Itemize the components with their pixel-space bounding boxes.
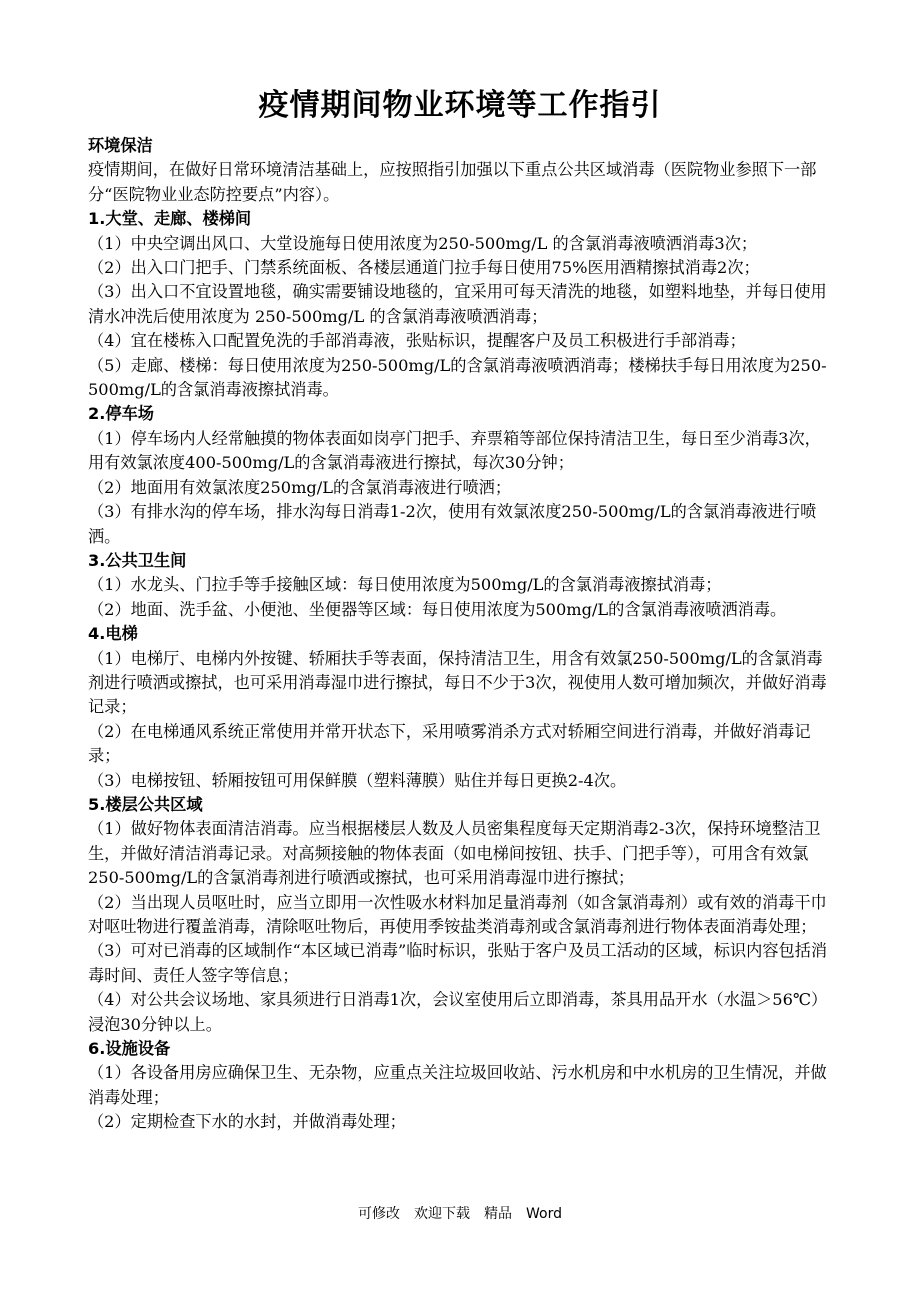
paragraph: （2）地面用有效氯浓度250mg/L的含氯消毒液进行喷洒； [88,477,512,497]
paragraph: （5）走廊、楼梯：每日使用浓度为250-500mg/L的含氯消毒液喷洒消毒；楼梯扶手每日用浓度为250-500mg/L的含氯消毒液擦拭消毒。 [88,355,827,400]
section-heading: 2.停车场 [88,404,154,424]
paragraph: 疫情期间，在做好日常环境清洁基础上，应按照指引加强以下重点公共区域消毒（医院物业参照下一部分“医院物业业态防控要点”内容）。 [88,160,817,204]
paragraph: （2）在电梯通风系统正常使用并常开状态下，采用喷雾消杀方式对轿厢空间进行消毒，并做好消毒记录； [88,721,811,766]
section-heading: 6.设施设备 [88,1039,171,1059]
paragraph: （1）水龙头、门拉手等手接触区域：每日使用浓度为500mg/L的含氯消毒液擦拭消毒； [88,575,722,595]
paragraph: （1）电梯厅、电梯内外按键、轿厢扶手等表面，保持清洁卫生，用含有效氯250-500mg/L的含氯消毒剂进行喷洒或擦拭，也可采用消毒湿巾进行擦拭，每日不少于3次，视使用人数可增加频次，并做好消毒记录； [88,648,827,717]
paragraph: （3）出入口不宜设置地毯，确实需要铺设地毯的，宜采用可每天清洗的地毯，如塑料地垫，并每日使用清水冲洗后使用浓度为 250-500mg/L 的含氯消毒液喷洒消毒； [88,282,827,326]
paragraph: （4）宜在楼栋入口配置免洗的手部消毒液，张贴标识，提醒客户及员工积极进行手部消毒； [88,331,746,351]
paragraph: （1）做好物体表面清洁消毒。应当根据楼层人数及人员密集程度每天定期消毒2-3次，保持环境整洁卫生，并做好清洁消毒记录。对高频接触的物体表面（如电梯间按钮、扶手、门把手等），可用含有效氯250-500mg/L的含氯消毒剂进行喷洒或擦拭，也可采用消毒湿巾进行擦拭； [88,819,821,888]
paragraph: （3）可对已消毒的区域制作“本区域已消毒”临时标识，张贴于客户及员工活动的区域，标识内容包括消毒时间、责任人签字等信息； [88,941,828,985]
section-heading: 4.电梯 [88,624,138,644]
section-heading: 5.楼层公共区域 [88,794,203,814]
section-heading: 1.大堂、走廊、楼梯间 [88,209,252,229]
document-body [88,134,834,1135]
paragraph: （3）电梯按钮、轿厢按钮可用保鲜膜（塑料薄膜）贴住并每日更换2-4次。 [88,770,627,790]
page-title: 疫情期间物业环境等工作指引 [258,88,662,123]
paragraph: （2）定期检查下水的水封，并做消毒处理； [88,1112,406,1132]
paragraph: （3）有排水沟的停车场，排水沟每日消毒1-2次，使用有效氯浓度250-500mg/L的含氯消毒液进行喷洒。 [88,502,817,546]
paragraph: （2）地面、洗手盆、小便池、坐便器等区域：每日使用浓度为500mg/L的含氯消毒液喷洒消毒。 [88,599,787,619]
paragraph: （1）停车场内人经常触摸的物体表面如岗亭门把手、弃票箱等部位保持清洁卫生，每日至少消毒3次，用有效氯浓度400-500mg/L的含氯消毒液进行擦拭，每次30分钟； [88,428,821,473]
page-footer: 可修改 欢迎下载 精品 Word [358,1206,562,1222]
paragraph: （1）各设备用房应确保卫生、无杂物，应重点关注垃圾回收站、污水机房和中水机房的卫生情况，并做消毒处理； [88,1063,827,1107]
paragraph: （2）当出现人员呕吐时，应当立即用一次性吸水材料加足量消毒剂（如含氯消毒剂）或有效的消毒干巾对呕吐物进行覆盖消毒，清除呕吐物后，再使用季铵盐类消毒剂或含氯消毒剂进行物体表面消毒处理； [88,892,827,936]
paragraph: （1）中央空调出风口、大堂设施每日使用浓度为250-500mg/L 的含氯消毒液喷洒消毒3次； [88,233,758,253]
paragraph: （4）对公共会议场地、家具须进行日消毒1次，会议室使用后立即消毒，茶具用品开水（水温＞56℃）浸泡30分钟以上。 [88,990,828,1034]
section-heading: 环境保洁 [88,136,153,155]
section-heading: 3.公共卫生间 [88,550,187,570]
paragraph: （2）出入口门把手、门禁系统面板、各楼层通道门拉手每日使用75%医用酒精擦拭消毒2次； [88,258,760,278]
